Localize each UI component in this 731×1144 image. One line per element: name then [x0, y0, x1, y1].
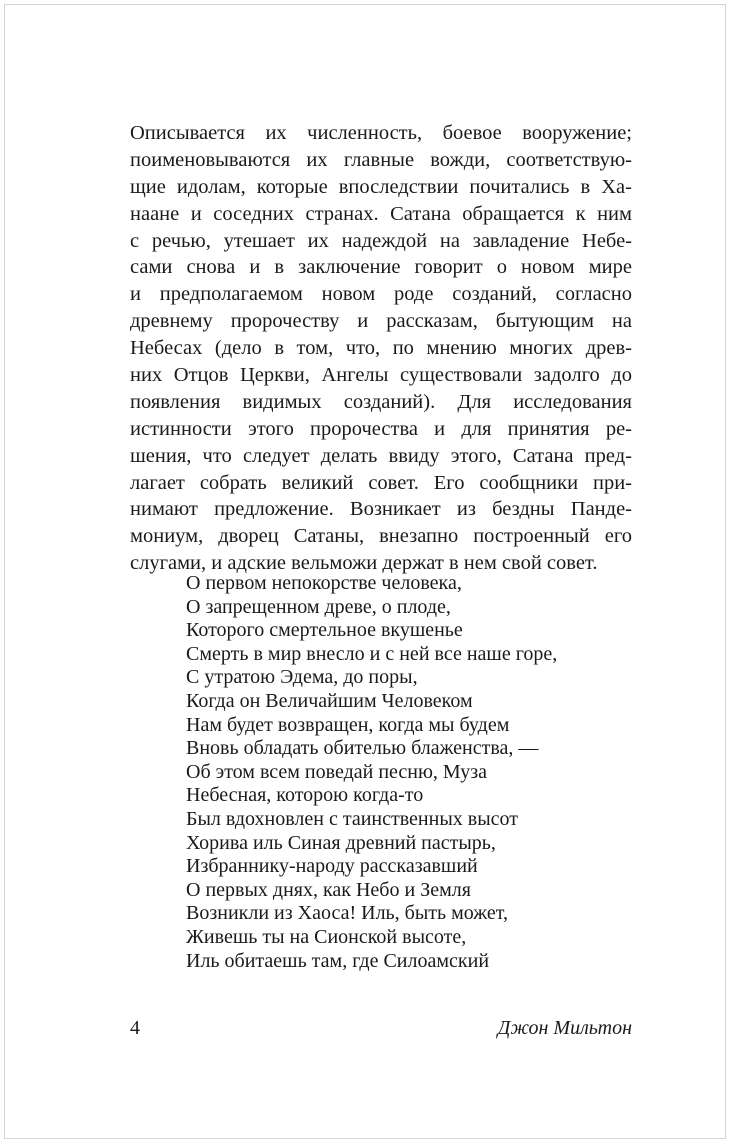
- prose-line: шения, что следует делать ввиду этого, Сатана пред-: [130, 444, 632, 467]
- prose-line: сами снова и в заключение говорит о новом мире: [130, 256, 632, 279]
- verse-line: Возникли из Хаоса! Иль, быть может,: [186, 902, 508, 925]
- verse-line: Живешь ты на Сионской высоте,: [186, 925, 467, 948]
- verse-line: Иль обитаешь там, где Силоамский: [186, 949, 490, 972]
- prose-line: с речью, утешает их надеждой на завладение Небе-: [130, 229, 632, 252]
- verse-line: Хорива иль Синая древний пастырь,: [186, 831, 496, 854]
- verse-line: Вновь обладать обителью блаженства, —: [186, 737, 539, 760]
- verse-line: О первом непокорстве человека,: [186, 572, 462, 594]
- verse-line: Небесная, которою когда-то: [186, 784, 424, 807]
- prose-line: Описывается их численность, боевое вооружение;: [130, 122, 632, 144]
- verse-line: Которого смертельное вкушенье: [186, 619, 463, 642]
- running-footer-author: Джон Мильтон: [497, 1017, 632, 1039]
- prose-line: поименовываются их главные вожди, соответствую-: [130, 148, 632, 171]
- prose-line: появления видимых созданий). Для исследования: [130, 390, 632, 413]
- prose-line: истинности этого пророчества и для принятия ре-: [130, 417, 632, 440]
- verse-line: Нам будет возвращен, когда мы будем: [186, 713, 510, 736]
- verse-line: Об этом всем поведай песню, Муза: [186, 760, 487, 783]
- prose-line: и предполагаемом новом роде созданий, согласно: [130, 283, 632, 306]
- verse-block: [186, 572, 606, 973]
- verse-line: С утратою Эдема, до поры,: [186, 666, 418, 689]
- verse-line: О запрещенном древе, о плоде,: [186, 595, 451, 618]
- verse-line: О первых днях, как Небо и Земля: [186, 878, 471, 901]
- prose-line: мониум, дворец Сатаны, внезапно построенный его: [130, 525, 632, 548]
- prose-line: Небесах (дело в том, что, по мнению многих древ-: [130, 337, 632, 360]
- verse-line: Смерть в мир внесло и с ней все наше горе,: [186, 642, 558, 665]
- prose-line: нимают предложение. Возникает из бездны Пандe-: [130, 498, 632, 521]
- prose-line: лагает собрать великий совет. Его сообщники при-: [130, 471, 632, 494]
- verse-line: Избраннику-народу рассказавший: [186, 855, 478, 878]
- prose-line: древнему пророчеству и рассказам, бытующим на: [130, 310, 632, 333]
- verse-line: Был вдохновлен с таинственных высот: [186, 807, 519, 830]
- prose-line: наане и соседних странах. Сатана обращается к ним: [130, 202, 632, 225]
- prose-line: них Отцов Церкви, Ангелы существовали задолго до: [130, 364, 632, 387]
- verse-line: Когда он Величайшим Человеком: [186, 689, 473, 712]
- prose-line: слугами, и адские вельможи держат в нем свой совет.: [130, 552, 598, 575]
- prose-line: щие идолам, которые впоследствии почитались в Ха-: [130, 175, 632, 198]
- page-number: 4: [130, 1017, 140, 1039]
- prose-paragraph: [130, 120, 632, 577]
